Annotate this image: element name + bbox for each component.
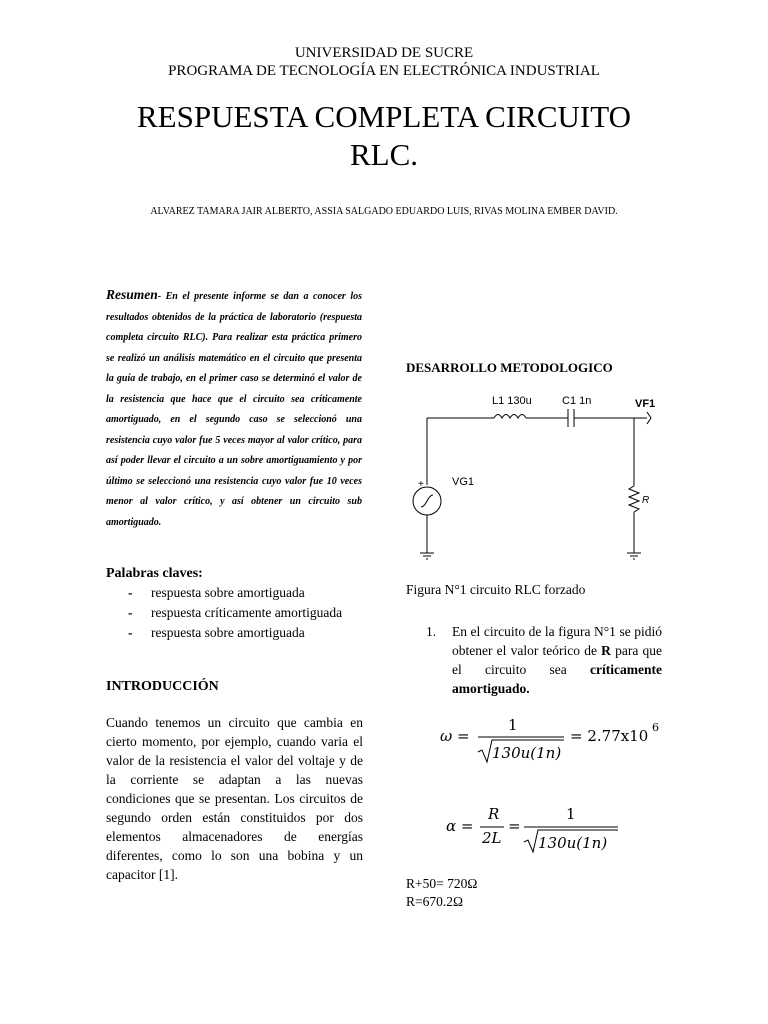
eq1-numerator: 1 — [508, 716, 518, 734]
eq1-exponent: 6 — [652, 721, 659, 734]
eq1-rhs: = 2.77x10 — [570, 727, 649, 745]
probe-label: VF1 — [635, 398, 656, 410]
item-text-part: para que el circuito sea — [452, 643, 662, 677]
eq2-lhs: α = — [446, 817, 474, 835]
bullet-dash: - — [128, 585, 133, 600]
item-bold-end: críticamente amortiguado. — [452, 662, 662, 696]
item-number: 1. — [426, 624, 437, 639]
keywords-title: Palabras claves: — [106, 566, 203, 581]
abstract-lead: Resumen — [106, 287, 158, 302]
eq2-frac-den: 2L — [482, 829, 502, 847]
rlc-circuit-schematic — [396, 385, 666, 575]
eq2-numerator: 1 — [566, 805, 576, 823]
inductor-symbol — [494, 415, 526, 419]
alpha-equation — [446, 798, 626, 858]
methodology-title: DESARROLLO METODOLOGICO — [406, 360, 613, 375]
item-text — [452, 622, 662, 698]
eq2-frac-num: R — [488, 805, 500, 823]
introduction-title: INTRODUCCIÓN — [106, 679, 219, 694]
document-title — [0, 98, 768, 174]
program-name: PROGRAMA DE TECNOLOGÍA EN ELECTRÓNICA INDUSTRIAL — [168, 63, 600, 79]
abstract-text: - En el presente informe se dan a conocer los resultados obtenidos de la práctica de laboratorio (respuesta completa circuito RLC). Para realizar esta práctica primero se realizó un análisis matemático en el circuito que presenta la guía de trabajo, en el primer caso se determinó el valor de la resistencia que hace que el circuito sea críticamente amortiguado, en el segundo caso se seleccionó una resistencia cuyo valor fue 5 veces mayor al valor crítico, para así poder llevar el circuito a un sobre amortiguamiento y por último se seleccionó una resistencia cuyo valor fue 10 veces menor al valor crítico, y así obtener un circuito sub amortiguado. — [106, 291, 362, 528]
source-label: VG1 — [452, 476, 475, 488]
source-polarity-label: + — [418, 479, 424, 490]
introduction-text: Cuando tenemos un circuito que cambia en cierto momento, por ejemplo, cuando varia el valor de la resistencia el valor del voltaje y de la corriente se adaptan a las nuevas condiciones que se presentan. Los circuitos de segundo orden están constituidos por dos elementos almacenadores de energías diferentes, como lo son una bobina y un capacitor [1]. — [106, 715, 363, 882]
title-line-1: RESPUESTA COMPLETA CIRCUITO — [137, 99, 631, 134]
title-line-2: RLC. — [349, 137, 419, 172]
figure-caption: Figura N°1 circuito RLC forzado — [406, 582, 586, 597]
bullet-dash: - — [128, 605, 133, 620]
eq2-radicand: 130u(1n) — [538, 834, 608, 852]
resistor-symbol — [629, 486, 639, 512]
item-text-part: En el circuito de la figura N°1 se pidió obtener el valor teórico de — [452, 624, 662, 658]
keyword-item — [128, 623, 342, 643]
keyword-item — [128, 603, 342, 623]
keyword-text: respuesta sobre amortiguada — [151, 625, 305, 640]
inductor-label: L1 130u — [492, 395, 532, 407]
result-line-1: R+50= 720Ω — [406, 876, 478, 891]
capacitor-label: C1 1n — [562, 395, 592, 407]
result-line-2: R=670.2Ω — [406, 894, 464, 909]
probe-arrow — [647, 412, 651, 424]
keyword-item — [128, 583, 342, 603]
authors: ALVAREZ TAMARA JAIR ALBERTO, ASSIA SALGADO EDUARDO LUIS, RIVAS MOLINA EMBER DAVID. — [150, 206, 618, 217]
item-bold-r: R — [601, 643, 611, 658]
eq1-lhs: ω = — [440, 727, 470, 745]
abstract — [106, 285, 362, 533]
university-name: UNIVERSIDAD DE SUCRE — [294, 45, 474, 61]
omega-equation — [440, 710, 670, 766]
numbered-item — [426, 622, 662, 698]
keyword-text: respuesta críticamente amortiguada — [151, 605, 343, 620]
eq2-equals: = — [508, 817, 521, 835]
bullet-dash: - — [128, 625, 133, 640]
keyword-text: respuesta sobre amortiguada — [151, 585, 305, 600]
resistor-label: R — [642, 495, 650, 506]
university-header — [0, 44, 768, 80]
keywords-list — [128, 583, 342, 643]
eq1-radicand: 130u(1n) — [492, 744, 562, 762]
